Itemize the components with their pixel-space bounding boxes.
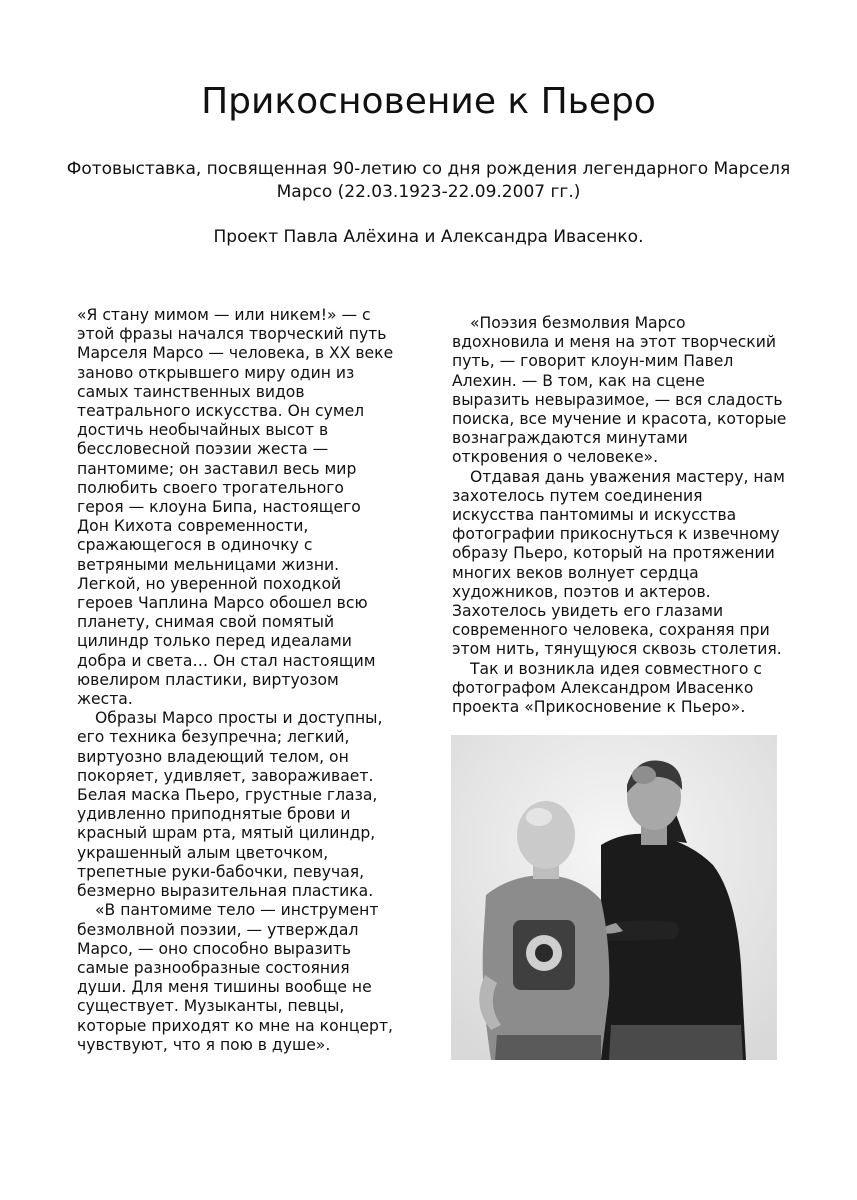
paragraph: «Поэзия безмолвия Марсо вдохновила и меня на этот творческий путь, — говорит клоун-мим Павел Алехин. — В том, как на сцене выразить невыразимое, — вся сладость поиска, все мучение и красота, которые вознаграждаются минутами откровения о человеке».: [452, 314, 787, 467]
paragraph: «В пантомиме тело — инструмент безмолвной поэзии, — утверждал Марсо, — оно способно выразить самые разнообразные состояния души. Для меня тишины вообще не существует. Музыканты, певцы, которые приходят ко мне на концерт, чувствуют, что я пою в душе».: [77, 901, 393, 1054]
left-text-column: [77, 306, 395, 1055]
photo-two-men: [451, 735, 777, 1060]
paragraph: Образы Марсо просты и доступны, его техника безупречна; легкий, виртуозно владеющий телом, он покоряет, удивляет, завораживает. Белая маска Пьеро, грустные глаза, удивленно приподнятые брови и красный шрам рта, мятый цилиндр, украшенный алым цветочком, трепетные руки-бабочки, певучая, безмерно выразительная пластика.: [77, 709, 383, 901]
page-title: Прикосновение к Пьеро: [201, 81, 656, 122]
photo-illustration: [451, 735, 777, 1060]
paragraph: Отдавая дань уважения мастеру, нам захотелось путем соединения искусства пантомимы и искусства фотографии прикоснуться к извечному образу Пьеро, который на протяжении многих веков волнует сердца художников, поэтов и актеров. Захотелось увидеть его глазами современного человека, сохраняя при этом нить, тянущуюся сквозь столетия.: [452, 467, 785, 659]
paragraph: Так и возникла идея совместного с фотографом Александром Ивасенко проекта «Прикосновение к Пьеро».: [452, 659, 762, 717]
project-authors: Проект Павла Алёхина и Александра Ивасенко.: [213, 227, 644, 247]
subtitle: Фотовыставка, посвященная 90-летию со дня рождения легендарного Марселя Марсо (22.03.1923-22.09.2007 гг.): [66, 159, 791, 202]
paragraph: «Я стану мимом — или никем!» — с этой фразы начался творческий путь Марселя Марсо — человека, в XX веке заново открывшего миру один из самых таинственных видов театрального искусства. Он сумел достичь необычайных высот в бессловесной поэзии жеста — пантомиме; он заставил весь мир полюбить своего трогательного героя — клоуна Бипа, настоящего Дон Кихота современности, сражающегося в одиночку с ветряными мельницами жизни. Легкой, но уверенной походкой героев Чаплина Марсо обошел всю планету, снимая свой помятый цилиндр только перед идеалами добра и света… Он стал настоящим ювелиром пластики, виртуозом жеста.: [77, 306, 394, 709]
right-text-column: [452, 314, 787, 717]
